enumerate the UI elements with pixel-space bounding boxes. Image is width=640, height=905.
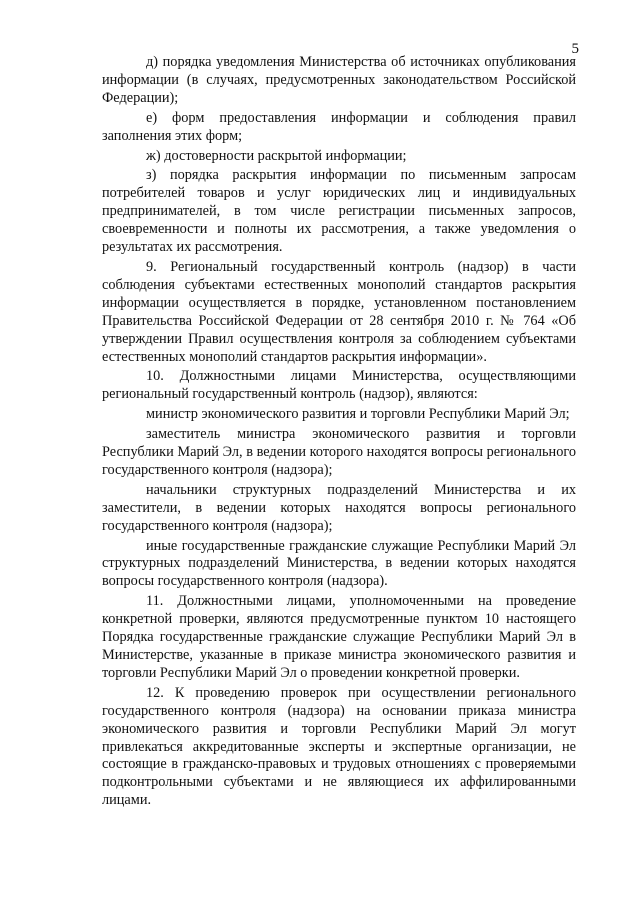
paragraph-item-z: з) порядка раскрытия информации по письменным запросам потребителей товаров и услуг юридических лиц и индивидуальных предпринимателей, в том числе регистрации письменных запросов, своевременности и полноты их рассмотрения, а также уведомления о результатах их рассмотрения. — [102, 167, 576, 256]
paragraph-clause-11: 11. Должностными лицами, уполномоченными на проведение конкретной проверки, являются предусмотренные пунктом 10 настоящего Порядка государственные гражданские служащие Республики Марий Эл в Министерстве, указанные в приказе министра экономического развития и торговли Республики Марий Эл о проведении конкретной проверки. — [102, 593, 576, 681]
paragraph-item-e: е) форм предоставления информации и соблюдения правил заполнения этих форм; — [102, 109, 576, 144]
paragraph-official-civil-servants: иные государственные гражданские служащие Республики Марий Эл структурных подразделений Министерства, в ведении которых находятся вопросы государственного контроля (надзора). — [102, 537, 576, 590]
page-number: 5 — [571, 41, 579, 57]
paragraph-clause-9: 9. Региональный государственный контроль (надзор) в части соблюдения субъектами естественных монополий стандартов раскрытия информации осуществляется в порядке, установленном постановлением Правительства Российской Федерации от 28 сентября 2010 г. № 764 «Об утверждении Правил осуществления контроля за соблюдением субъектами естественных монополий стандартов раскрытия информации». — [102, 258, 576, 365]
paragraph-official-deputy-minister: заместитель министра экономического развития и торговли Республики Марий Эл, в ведении которого находятся вопросы регионального государственного контроля (надзора); — [102, 426, 576, 478]
paragraph-item-d: д) порядка уведомления Министерства об источниках опубликования информации (в случаях, предусмотренных законодательством Российской Федерации); — [102, 54, 576, 106]
paragraph-item-zh: ж) достоверности раскрытой информации; — [146, 147, 407, 164]
paragraph-official-department-heads: начальники структурных подразделений Министерства и их заместители, в ведении которых находятся вопросы регионального государственного контроля (надзора); — [102, 481, 576, 534]
paragraph-clause-10: 10. Должностными лицами Министерства, осуществляющими региональный государственный контроль (надзор), являются: — [102, 368, 576, 403]
paragraph-clause-12: 12. К проведению проверок при осуществлении регионального государственного контроля (надзора) на основании приказа министра экономического развития и торговли Республики Марий Эл могут привлекаться аккредитованные эксперты и экспертные организации, не состоящие в гражданско-правовых и трудовых отношениях с проверяемыми подконтрольными субъектами и не являющиеся их аффилированными лицами. — [102, 684, 576, 809]
paragraph-official-minister: министр экономического развития и торговли Республики Марий Эл; — [146, 406, 570, 423]
document-body — [102, 54, 576, 810]
